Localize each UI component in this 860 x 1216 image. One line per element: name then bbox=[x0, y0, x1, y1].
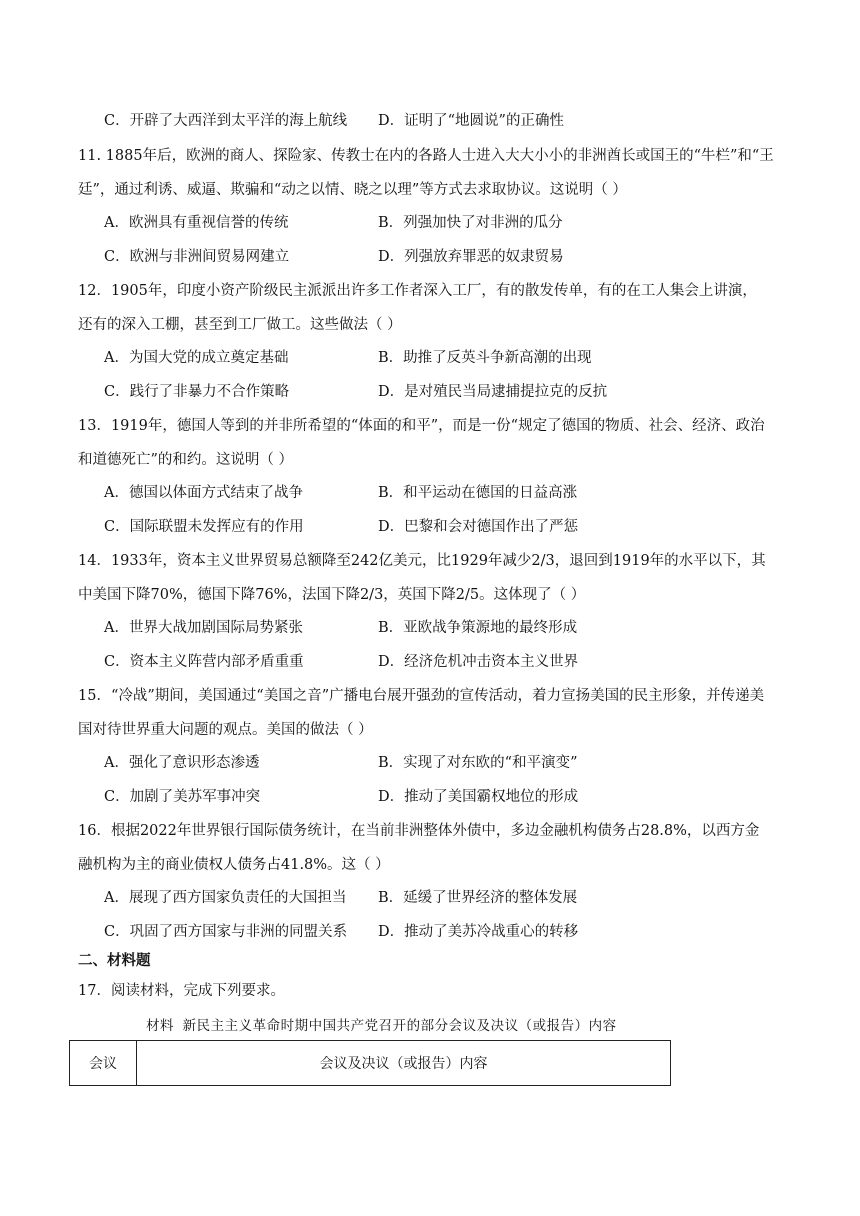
q13-option-a: A．德国以体面方式结束了战争 bbox=[104, 485, 303, 501]
table-header-meeting: 会议 bbox=[70, 1041, 137, 1086]
q17-stem: 17．阅读材料，完成下列要求。 bbox=[78, 983, 285, 999]
q13-option-c: C．国际联盟未发挥应有的作用 bbox=[104, 519, 304, 535]
q14-option-d: D．经济危机冲击资本主义世界 bbox=[378, 654, 579, 670]
q16-option-a: A．展现了西方国家负责任的大国担当 bbox=[104, 890, 347, 906]
q15-option-d: D．推动了美国霸权地位的形成 bbox=[378, 789, 579, 805]
q16-option-c: C．巩固了西方国家与非洲的同盟关系 bbox=[104, 924, 348, 940]
q16-stem-line2: 融机构为主的商业债权人债务占41.8%。这（ ） bbox=[78, 857, 390, 873]
q12-stem-line2: 还有的深入工棚，甚至到工厂做工。这些做法（ ） bbox=[78, 317, 402, 333]
q12-option-d: D．是对殖民当局逮捕提拉克的反抗 bbox=[378, 384, 608, 400]
q11-option-b: B．列强加快了对非洲的瓜分 bbox=[378, 215, 563, 231]
q14-option-c: C．资本主义阵营内部矛盾重重 bbox=[104, 654, 304, 670]
table-header-content: 会议及决议（或报告）内容 bbox=[137, 1041, 671, 1086]
q13-stem-line1: 13．1919年，德国人等到的并非所希望的“体面的和平”，而是一份“规定了德国的物质、社会、经济、政治 bbox=[78, 418, 765, 434]
q11-option-a: A．欧洲具有重视信誉的传统 bbox=[104, 215, 289, 231]
q14-option-a: A．世界大战加剧国际局势紧张 bbox=[104, 620, 303, 636]
q16-stem-line1: 16．根据2022年世界银行国际债务统计，在当前非洲整体外债中，多边金融机构债务占28.8%，以西方金 bbox=[78, 823, 760, 839]
q14-stem-line1: 14．1933年，资本主义世界贸易总额降至242亿美元，比1929年减少2/3，退回到1919年的水平以下，其 bbox=[78, 553, 766, 569]
q13-stem-line2: 和道德死亡”的和约。这说明（ ） bbox=[78, 452, 294, 468]
q15-option-c: C．加剧了美苏军事冲突 bbox=[104, 789, 261, 805]
section2-title: 二、材料题 bbox=[78, 952, 151, 969]
q10-option-c: C．开辟了大西洋到太平洋的海上航线 bbox=[104, 113, 348, 129]
q12-option-b: B．助推了反英斗争新高潮的出现 bbox=[378, 350, 592, 366]
q13-option-d: D．巴黎和会对德国作出了严惩 bbox=[378, 519, 579, 535]
q15-option-b: B．实现了对东欧的“和平演变” bbox=[378, 755, 578, 771]
q11-stem-line1: 11. 1885年后，欧洲的商人、探险家、传教士在内的各路人士进入大大小小的非洲酋长或国王的“牛栏”和“王 bbox=[78, 148, 774, 164]
q13-option-b: B．和平运动在德国的日益高涨 bbox=[378, 485, 578, 501]
material-table bbox=[69, 1040, 671, 1086]
q16-option-b: B．延缓了世界经济的整体发展 bbox=[378, 890, 578, 906]
q15-stem-line1: 15．“冷战”期间，美国通过“美国之音”广播电台展开强劲的宣传活动，着力宣扬美国的民主形象，并传递美 bbox=[78, 688, 765, 704]
q11-option-c: C．欧洲与非洲间贸易网建立 bbox=[104, 249, 290, 265]
q15-stem-line2: 国对待世界重大问题的观点。美国的做法（ ） bbox=[78, 722, 373, 738]
q12-option-c: C．践行了非暴力不合作策略 bbox=[104, 384, 290, 400]
q10-option-d: D．证明了“地圆说”的正确性 bbox=[378, 113, 564, 129]
q15-option-a: A．强化了意识形态渗透 bbox=[104, 755, 260, 771]
table-header-row bbox=[70, 1041, 671, 1086]
material-caption: 材料 新民主主义革命时期中国共产党召开的部分会议及决议（或报告）内容 bbox=[146, 1018, 617, 1034]
q14-option-b: B．亚欧战争策源地的最终形成 bbox=[378, 620, 578, 636]
q14-stem-line2: 中美国下降70%，德国下降76%，法国下降2/3，英国下降2/5。这体现了（ ） bbox=[78, 587, 586, 603]
q11-option-d: D．列强放弃罪恶的奴隶贸易 bbox=[378, 249, 564, 265]
q12-stem-line1: 12．1905年，印度小资产阶级民主派派出许多工作者深入工厂，有的散发传单，有的在工人集会上讲演， bbox=[78, 283, 757, 299]
q12-option-a: A．为国大党的成立奠定基础 bbox=[104, 350, 289, 366]
q16-option-d: D．推动了美苏冷战重心的转移 bbox=[378, 924, 579, 940]
q11-stem-line2: 廷”，通过利诱、威逼、欺骗和“动之以情、晓之以理”等方式去求取协议。这说明（ ） bbox=[78, 182, 627, 198]
